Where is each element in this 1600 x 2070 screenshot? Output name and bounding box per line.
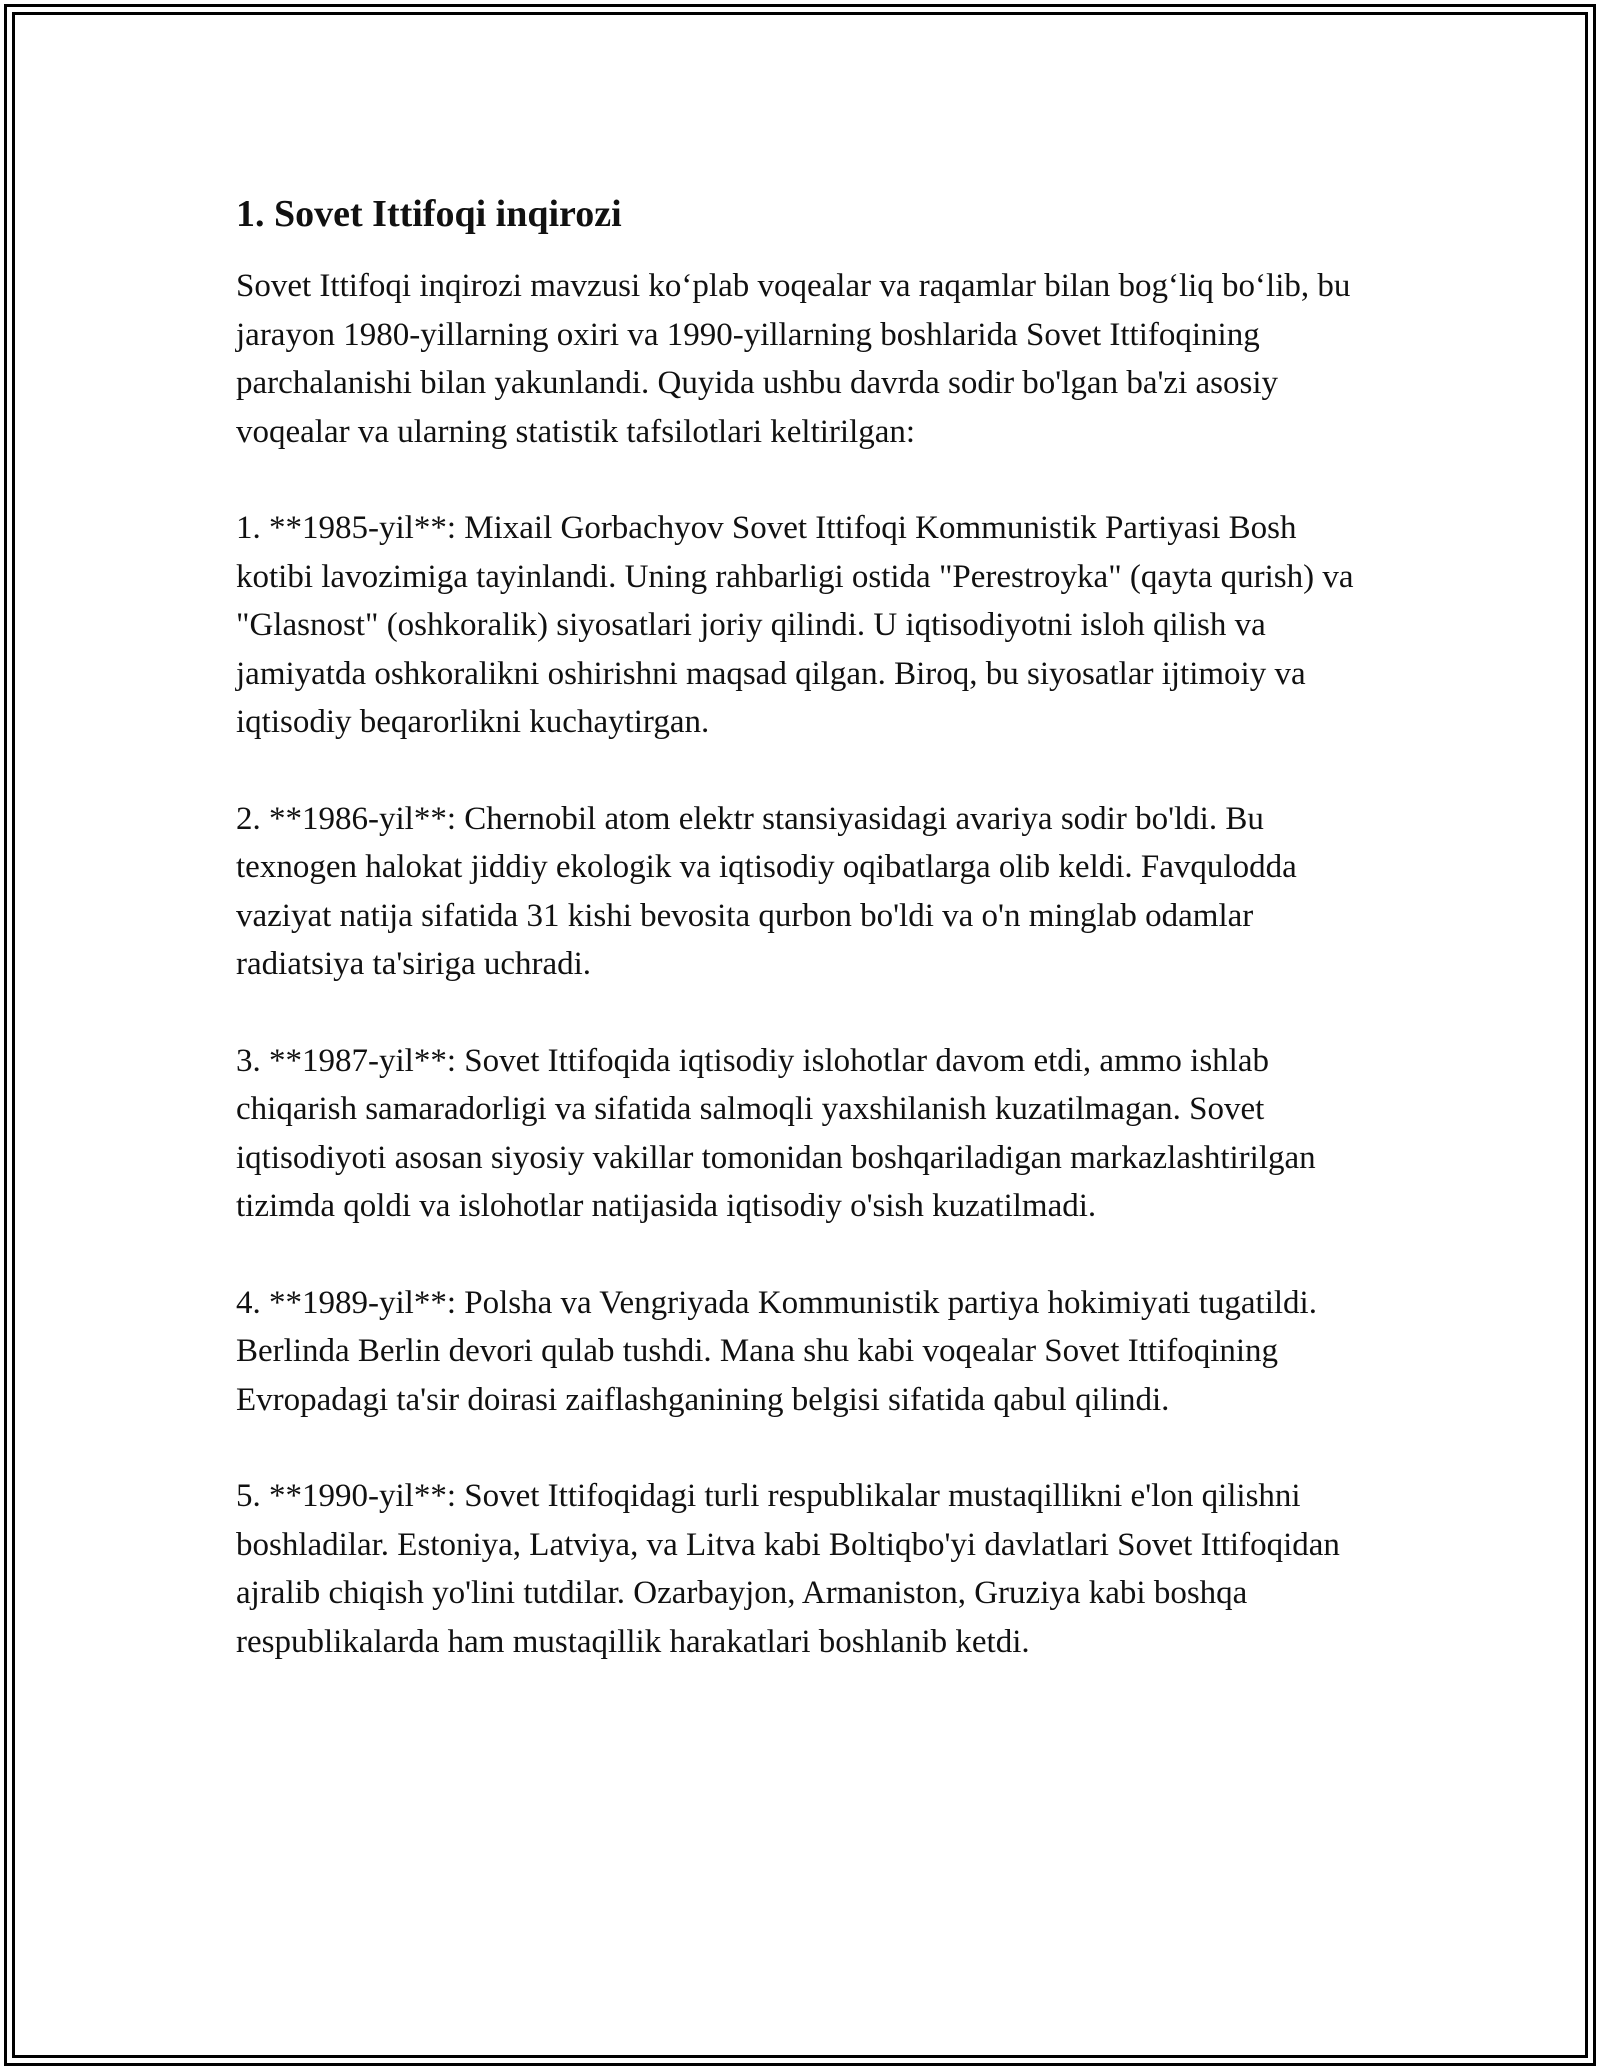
event-item-1990: 5. **1990-yil**: Sovet Ittifoqidagi turli respublikalar mustaqillikni e'lon qilishni boshladilar. Estoniya, Latviya, va Litva kabi Boltiqbo'yi davlatlari Sovet Ittifoqidan ajralib chiqish yo'lini tutdilar. Ozarbayjon, Armaniston, Gruziya kabi boshqa respublikalarda ham mustaqillik harakatlari boshlanib ketdi.	[236, 1478, 1340, 1660]
event-item-1989: 4. **1989-yil**: Polsha va Vengriyada Kommunistik partiya hokimiyati tugatildi. Berlinda Berlin devori qulab tushdi. Mana shu kabi voqealar Sovet Ittifoqining Evropadagi ta'sir doirasi zaiflashganining belgisi sifatida qabul qilindi.	[236, 1284, 1317, 1418]
event-item-1985: 1. **1985-yil**: Mixail Gorbachyov Sovet Ittifoqi Kommunistik Partiyasi Bosh kotibi lavozimiga tayinlandi. Uning rahbarligi ostida "Perestroyka" (qayta qurish) va "Glasnost" (oshkoralik) siyosatlari joriy qilindi. U iqtisodiyotni isloh qilish va jamiyatda oshkoralikni oshirishni maqsad qilgan. Biroq, bu siyosatlar ijtimoiy va iqtisodiy beqarorlikni kuchaytirgan.	[236, 510, 1354, 740]
event-item-1986: 2. **1986-yil**: Chernobil atom elektr stansiyasidagi avariya sodir bo'ldi. Bu texnogen halokat jiddiy ekologik va iqtisodiy oqibatlarga olib keldi. Favqulodda vaziyat natija sifatida 31 kishi bevosita qurbon bo'ldi va o'n minglab odamlar radiatsiya ta'siriga uchradi.	[236, 800, 1297, 982]
section-heading: 1. Sovet Ittifoqi inqirozi	[236, 193, 622, 235]
document-body	[236, 188, 1366, 1714]
intro-paragraph: Sovet Ittifoqi inqirozi mavzusi koʻplab voqealar va raqamlar bilan bogʻliq boʻlib, bu jarayon 1980-yillarning oxiri va 1990-yillarning boshlarida Sovet Ittifoqining parchalanishi bilan yakunlandi. Quyida ushbu davrda sodir bo'lgan ba'zi asosiy voqealar va ularning statistik tafsilotlari keltirilgan:	[236, 268, 1351, 450]
event-item-1987: 3. **1987-yil**: Sovet Ittifoqida iqtisodiy islohotlar davom etdi, ammo ishlab chiqarish samaradorligi va sifatida salmoqli yaxshilanish kuzatilmagan. Sovet iqtisodiyoti asosan siyosiy vakillar tomonidan boshqariladigan markazlashtirilgan tizimda qoldi va islohotlar natijasida iqtisodiy o'sish kuzatilmadi.	[236, 1042, 1316, 1224]
